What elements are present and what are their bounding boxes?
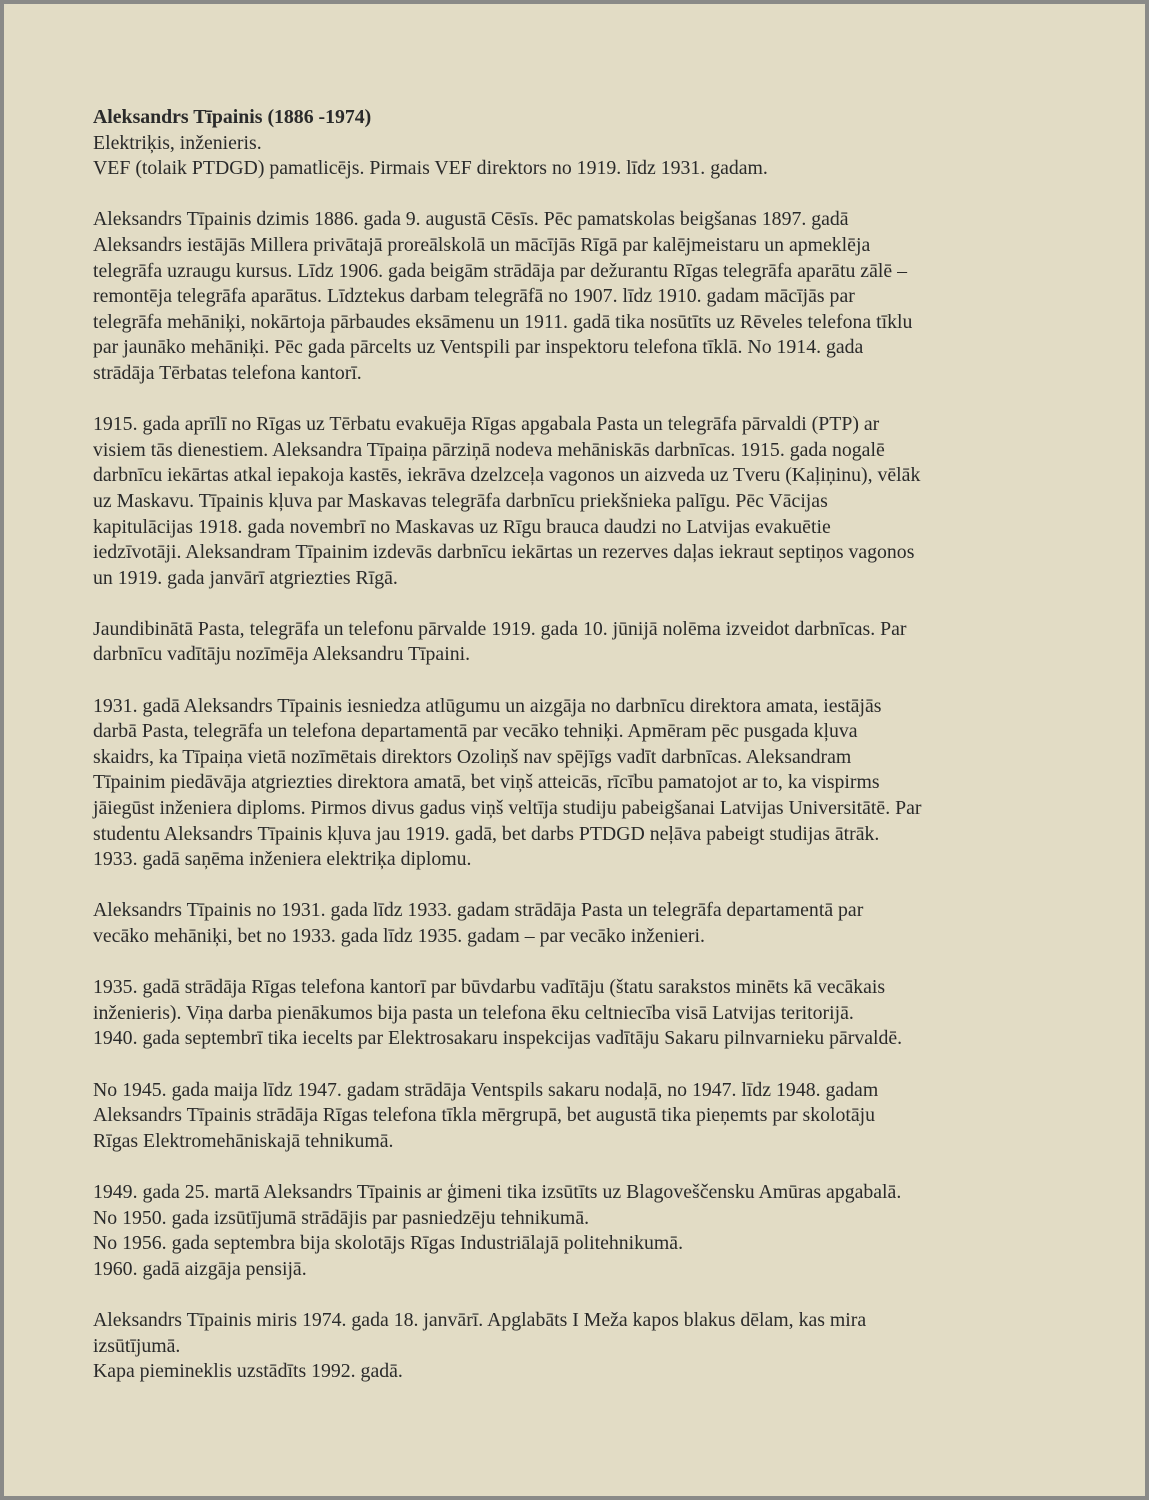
paragraph-line: 1933. gadā saņēma inženiera elektriķa diplomu. — [93, 848, 472, 871]
paragraph-line: Aleksandrs Tīpainis no 1931. gada līdz 1933. gadam strādāja Pasta un telegrāfa departamentā par — [93, 899, 864, 922]
paragraph-line: Aleksandrs Tīpainis dzimis 1886. gada 9. augustā Cēsīs. Pēc pamatskolas beigšanas 1897. gadā — [93, 208, 849, 231]
subtitle-line: VEF (tolaik PTDGD) pamatlicējs. Pirmais VEF direktors no 1919. līdz 1931. gadam. — [93, 157, 768, 180]
document-title: Aleksandrs Tīpainis (1886 -1974) — [93, 106, 372, 128]
header-block — [93, 105, 1103, 182]
paragraph-line: Rīgas Elektromehāniskajā tehnikumā. — [93, 1129, 394, 1152]
paragraph-line: kapitulācijas 1918. gada novembrī no Maskavas uz Rīgu brauca daudzi no Latvijas evakuētie — [93, 515, 831, 538]
paragraph-line: darbā Pasta, telegrāfa un telefona departamentā par vecāko tehniķi. Apmēram pēc pusgada kļuva — [93, 720, 858, 743]
paragraph-line: darbnīcu iekārtas atkal iepakoja kastēs, iekrāva dzelzceļa vagonos un aizveda uz Tveru (Kaļiņinu), vēlāk — [93, 464, 921, 487]
body-paragraph — [93, 694, 1103, 873]
paragraph-line: telegrāfa mehāniķi, nokārtoja pārbaudes eksāmenu un 1911. gadā tika nosūtīts uz Rēveles telefona tīklu — [93, 310, 913, 333]
body-paragraph — [93, 207, 1103, 386]
paragraph-line: vecāko mehāniķi, bet no 1933. gada līdz 1935. gadam – par vecāko inženieri. — [93, 925, 705, 947]
paragraph-line: visiem tās dienestiem. Aleksandra Tīpaiņa pārziņā nodeva mehāniskās darbnīcas. 1915. gada nogalē — [93, 438, 885, 461]
paragraph-line: Jaundibinātā Pasta, telegrāfa un telefonu pārvalde 1919. gada 10. jūnijā nolēma izveidot darbnīcas. Par — [93, 617, 907, 640]
body-paragraph — [93, 1308, 1103, 1385]
paragraph-line: 1915. gada aprīlī no Rīgas uz Tērbatu evakuēja Rīgas apgabala Pasta un telegrāfa pārvaldi (PTP) ar — [93, 413, 880, 436]
paragraph-line: izsūtījumā. — [93, 1334, 181, 1357]
paragraph-line: 1949. gada 25. martā Aleksandrs Tīpainis ar ģimeni tika izsūtīts uz Blagoveščensku Amūras apgabalā. — [93, 1180, 902, 1203]
paragraph-line: darbnīcu vadītāju nozīmēja Aleksandru Tīpaini. — [93, 643, 471, 666]
paragraph-line: Aleksandrs Tīpainis miris 1974. gada 18. janvārī. Apglabāts I Meža kapos blakus dēlam, kas mira — [93, 1308, 867, 1331]
paragraph-line: telegrāfa uzraugu kursus. Līdz 1906. gada beigām strādāja par dežurantu Rīgas telegrāfa aparātu zālē – — [93, 259, 907, 282]
paragraph-line: No 1945. gada maija līdz 1947. gadam strādāja Ventspils sakaru nodaļā, no 1947. līdz 1948. gadam — [93, 1078, 879, 1101]
body-paragraph — [93, 898, 1103, 949]
paragraph-line: remontēja telegrāfa aparātus. Līdztekus darbam telegrāfā no 1907. līdz 1910. gadam mācījās par — [93, 285, 855, 308]
paragraph-line: un 1919. gada janvārī atgriezties Rīgā. — [93, 566, 398, 589]
body-paragraph — [93, 1078, 1103, 1155]
paragraph-line: skaidrs, ka Tīpaiņa vietā nozīmētais direktors Ozoliņš nav spējīgs vadīt darbnīcas. Aleksandram — [93, 745, 852, 768]
subtitle-line: Elektriķis, inženieris. — [93, 131, 262, 154]
paragraph-line: iedzīvotāji. Aleksandram Tīpainim izdevās darbnīcu iekārtas un rezerves daļas iekraut septiņos vagonos — [93, 541, 915, 564]
paragraph-line: Kapa piemineklis uzstādīts 1992. gadā. — [93, 1360, 403, 1383]
document-page — [4, 4, 1145, 1496]
paragraph-line: studentu Aleksandrs Tīpainis kļuva jau 1919. gadā, bet darbs PTDGD neļāva pabeigt studijas ātrāk. — [93, 822, 880, 845]
paragraph-line: strādāja Tērbatas telefona kantorī. — [93, 361, 362, 384]
paragraph-line: 1935. gadā strādāja Rīgas telefona kantorī par būvdarbu vadītāju (štatu sarakstos minēts kā vecākais — [93, 976, 886, 999]
body-paragraph — [93, 412, 1103, 591]
paragraph-line: Aleksandrs iestājās Millera privātajā proreālskolā un mācījās Rīgā par kalējmeistaru un apmeklēja — [93, 233, 871, 256]
paragraph-line: jāiegūst inženiera diploms. Pirmos divus gadus viņš veltīja studiju pabeigšanai Latvijas Universitātē. Par — [93, 797, 922, 820]
paragraph-line: No 1950. gada izsūtījumā strādājis par pasniedzēju tehnikumā. — [93, 1206, 590, 1229]
paragraphs-container — [93, 207, 1103, 1384]
paragraph-line: uz Maskavu. Tīpainis kļuva par Maskavas telegrāfa darbnīcu priekšnieka palīgu. Pēc Vācijas — [93, 489, 828, 512]
paragraph-line: Tīpainim piedāvāja atgriezties direktora amatā, bet viņš atteicās, rīcību pamatojot ar to, ka vispirms — [93, 771, 880, 794]
paragraph-line: inženieris). Viņa darba pienākumos bija pasta un telefona ēku celtniecība visā Latvijas teritorijā. — [93, 1001, 854, 1024]
paragraph-line: 1960. gadā aizgāja pensijā. — [93, 1257, 307, 1280]
paragraph-line: par jaunāko mehāniķi. Pēc gada pārcelts uz Ventspili par inspektoru telefona tīklā. No 1914. gada — [93, 336, 864, 359]
body-paragraph — [93, 1180, 1103, 1282]
body-paragraph — [93, 975, 1103, 1052]
paragraph-line: Aleksandrs Tīpainis strādāja Rīgas telefona tīkla mērgrupā, bet augustā tika pieņemts par skolotāju — [93, 1104, 876, 1127]
document-content — [93, 105, 1103, 1410]
body-paragraph — [93, 617, 1103, 668]
paragraph-line: 1931. gadā Aleksandrs Tīpainis iesniedza atlūgumu un aizgāja no darbnīcu direktora amata, iestājās — [93, 694, 882, 717]
paragraph-line: 1940. gada septembrī tika iecelts par Elektrosakaru inspekcijas vadītāju Sakaru pilnvarnieku pārvaldē. — [93, 1027, 903, 1050]
paragraph-line: No 1956. gada septembra bija skolotājs Rīgas Industriālajā politehnikumā. — [93, 1232, 684, 1255]
